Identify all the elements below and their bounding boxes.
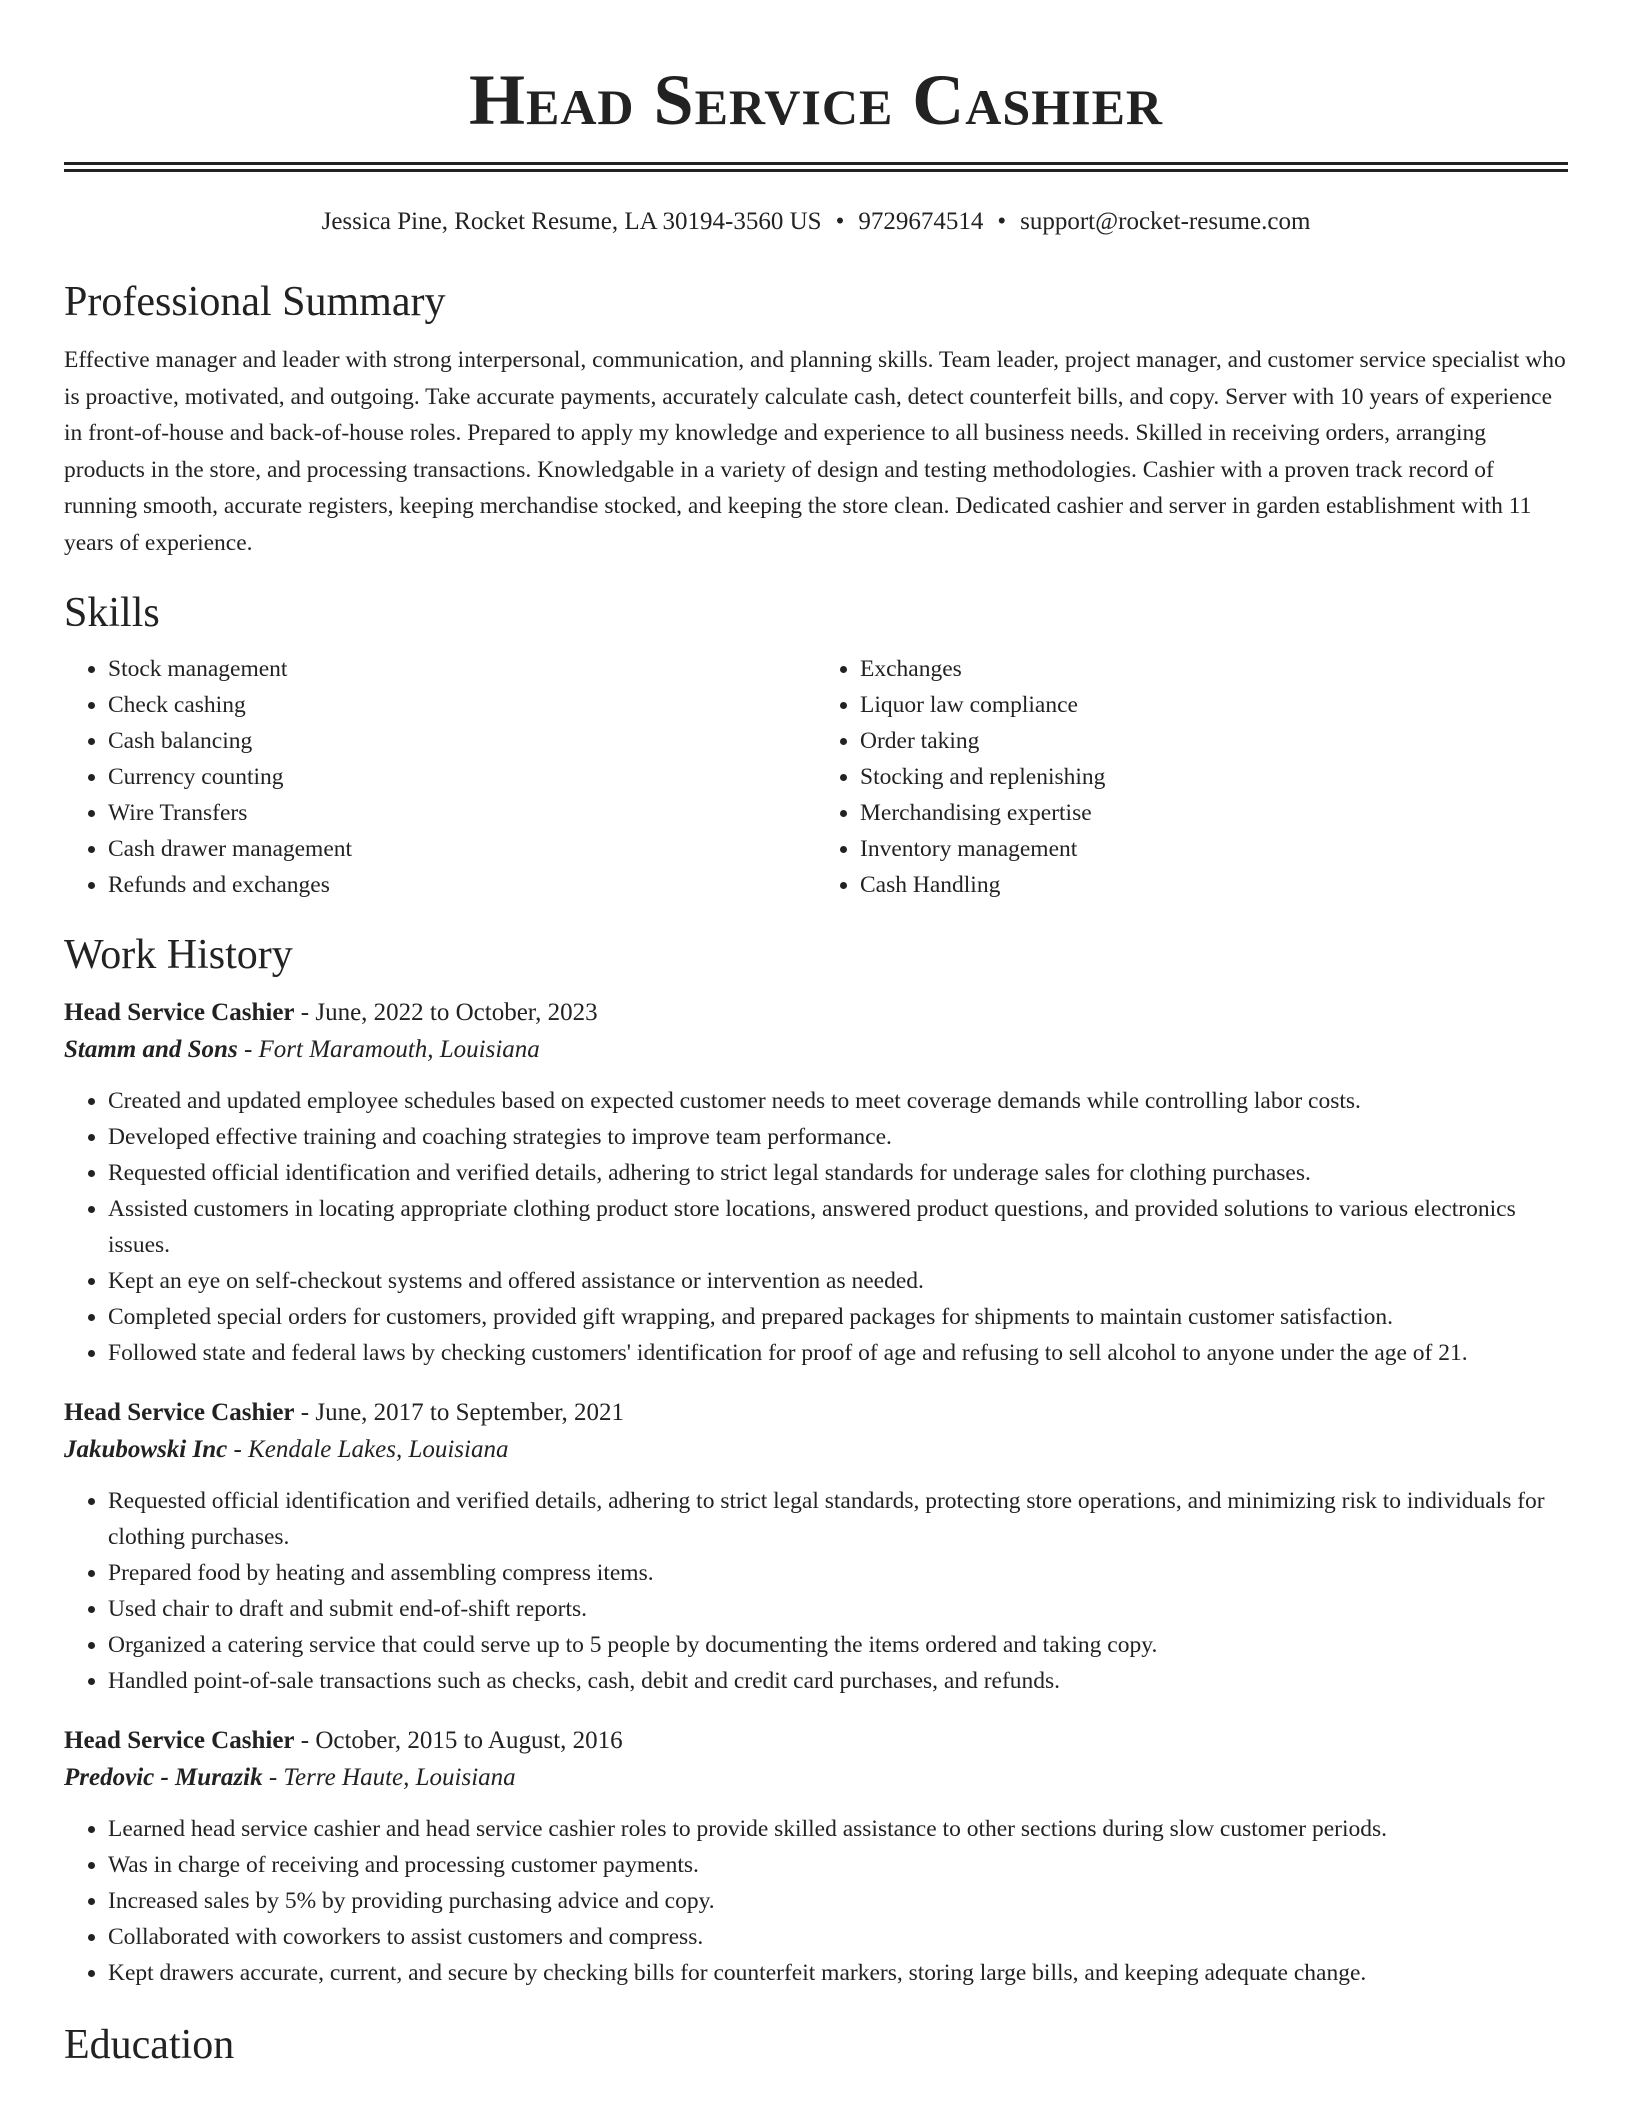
job-bullet: • Requested official identification and verified details, adhering to strict legal standards, protecting store operations, and minimizing risk to individuals for clothing purchases. — [108, 1483, 1568, 1555]
job-bullet: • Developed effective training and coaching strategies to improve team performance. — [108, 1119, 1568, 1155]
job-bullet: • Followed state and federal laws by checking customers' identification for proof of age and refusing to sell alcohol to anyone under the age of 21. — [108, 1335, 1568, 1371]
skill-item: • Refunds and exchanges — [108, 867, 816, 903]
job-role: Head Service Cashier — [64, 999, 295, 1026]
job-location: - Terre Haute, Louisiana — [262, 1764, 516, 1791]
job-bullet: • Used chair to draft and submit end-of-shift reports. — [108, 1591, 1568, 1627]
skills-list-right — [816, 651, 1568, 903]
contact-separator: • — [997, 208, 1007, 235]
job-location: - Fort Maramouth, Louisiana — [237, 1036, 540, 1063]
skill-item: • Merchandising expertise — [860, 795, 1568, 831]
job-company: Predovic - Murazik — [64, 1764, 263, 1791]
job-entry — [64, 995, 1568, 1371]
job-header — [64, 1395, 1568, 1431]
job-bullets — [64, 1083, 1568, 1371]
job-bullet: • Prepared food by heating and assembling compress items. — [108, 1555, 1568, 1591]
skill-item: • Check cashing — [108, 687, 816, 723]
job-role: Head Service Cashier — [64, 1727, 295, 1754]
skills-list-left — [64, 651, 816, 903]
job-bullets — [64, 1483, 1568, 1699]
skills-section — [64, 587, 1568, 903]
summary-heading: Professional Summary — [64, 279, 446, 325]
job-bullet: • Assisted customers in locating appropriate clothing product store locations, answered product questions, and provided solutions to various electronics issues. — [108, 1191, 1568, 1263]
job-company: Stamm and Sons — [64, 1036, 238, 1063]
skill-item: • Currency counting — [108, 759, 816, 795]
skill-item: • Wire Transfers — [108, 795, 816, 831]
education-section — [64, 2019, 1568, 2071]
job-bullet: • Organized a catering service that could serve up to 5 people by documenting the items ordered and taking copy. — [108, 1627, 1568, 1663]
skill-item: • Exchanges — [860, 651, 1568, 687]
contact-address: Jessica Pine, Rocket Resume, LA 30194-3560 US — [321, 208, 822, 235]
job-bullet: • Learned head service cashier and head service cashier roles to provide skilled assistance to other sections during slow customer periods. — [108, 1811, 1568, 1847]
job-header — [64, 995, 1568, 1031]
job-bullet: • Kept an eye on self-checkout systems and offered assistance or intervention as needed. — [108, 1263, 1568, 1299]
skill-item: • Cash balancing — [108, 723, 816, 759]
summary-section — [64, 276, 1568, 561]
job-header — [64, 1723, 1568, 1759]
job-org — [64, 1431, 1568, 1469]
education-heading: Education — [64, 2022, 235, 2068]
job-dates: - June, 2022 to October, 2023 — [294, 999, 598, 1026]
job-bullet: • Kept drawers accurate, current, and secure by checking bills for counterfeit markers, storing large bills, and keeping adequate change. — [108, 1955, 1568, 1991]
skill-item: • Stocking and replenishing — [860, 759, 1568, 795]
job-dates: - October, 2015 to August, 2016 — [294, 1727, 623, 1754]
contact-separator: • — [835, 208, 845, 235]
skill-item: • Cash Handling — [860, 867, 1568, 903]
skill-item: • Order taking — [860, 723, 1568, 759]
job-company: Jakubowski Inc — [64, 1436, 228, 1463]
job-bullet: • Completed special orders for customers, provided gift wrapping, and prepared packages for shipments to maintain customer satisfaction. — [108, 1299, 1568, 1335]
job-bullet: • Requested official identification and verified details, adhering to strict legal standards for underage sales for clothing purchases. — [108, 1155, 1568, 1191]
job-bullet: • Collaborated with coworkers to assist customers and compress. — [108, 1919, 1568, 1955]
skills-grid — [64, 651, 1568, 903]
skill-item: • Stock management — [108, 651, 816, 687]
work-history-heading: Work History — [64, 932, 293, 978]
job-location: - Kendale Lakes, Louisiana — [227, 1436, 509, 1463]
skill-item: • Liquor law compliance — [860, 687, 1568, 723]
job-org — [64, 1031, 1568, 1069]
resume-title: Head Service Cashier — [468, 60, 1164, 140]
summary-text: Effective manager and leader with strong interpersonal, communication, and planning skills. Team leader, project manager, and customer service specialist who is proactive, motivated, and outgoing. Take accurate payments, accurately calculate cash, detect counterfeit bills, and copy. Server with 10 years of experience in front-of-house and back-of-house roles. Prepared to apply my knowledge and experience to all business needs. Skilled in receiving orders, arranging products in the store, and processing transactions. Knowledgable in a variety of design and testing methodologies. Cashier with a proven track record of running smooth, accurate registers, keeping merchandise stocked, and keeping the store clean. Dedicated cashier and server in garden establishment with 11 years of experience. — [64, 347, 1566, 556]
job-entry — [64, 1723, 1568, 1991]
job-role: Head Service Cashier — [64, 1399, 295, 1426]
work-history-section — [64, 929, 1568, 1991]
job-bullet: • Handled point-of-sale transactions such as checks, cash, debit and credit card purchases, and refunds. — [108, 1663, 1568, 1699]
job-bullet: • Was in charge of receiving and processing customer payments. — [108, 1847, 1568, 1883]
skill-item: • Inventory management — [860, 831, 1568, 867]
contact-line — [64, 206, 1568, 238]
job-entry — [64, 1395, 1568, 1699]
contact-email: support@rocket-resume.com — [1020, 208, 1311, 235]
job-bullets — [64, 1811, 1568, 1991]
title-divider — [64, 162, 1568, 172]
job-org — [64, 1759, 1568, 1797]
skill-item: • Cash drawer management — [108, 831, 816, 867]
skills-heading: Skills — [64, 590, 160, 636]
contact-phone: 9729674514 — [858, 208, 984, 235]
job-dates: - June, 2017 to September, 2021 — [294, 1399, 625, 1426]
job-bullet: • Created and updated employee schedules based on expected customer needs to meet coverage demands while controlling labor costs. — [108, 1083, 1568, 1119]
job-bullet: • Increased sales by 5% by providing purchasing advice and copy. — [108, 1883, 1568, 1919]
